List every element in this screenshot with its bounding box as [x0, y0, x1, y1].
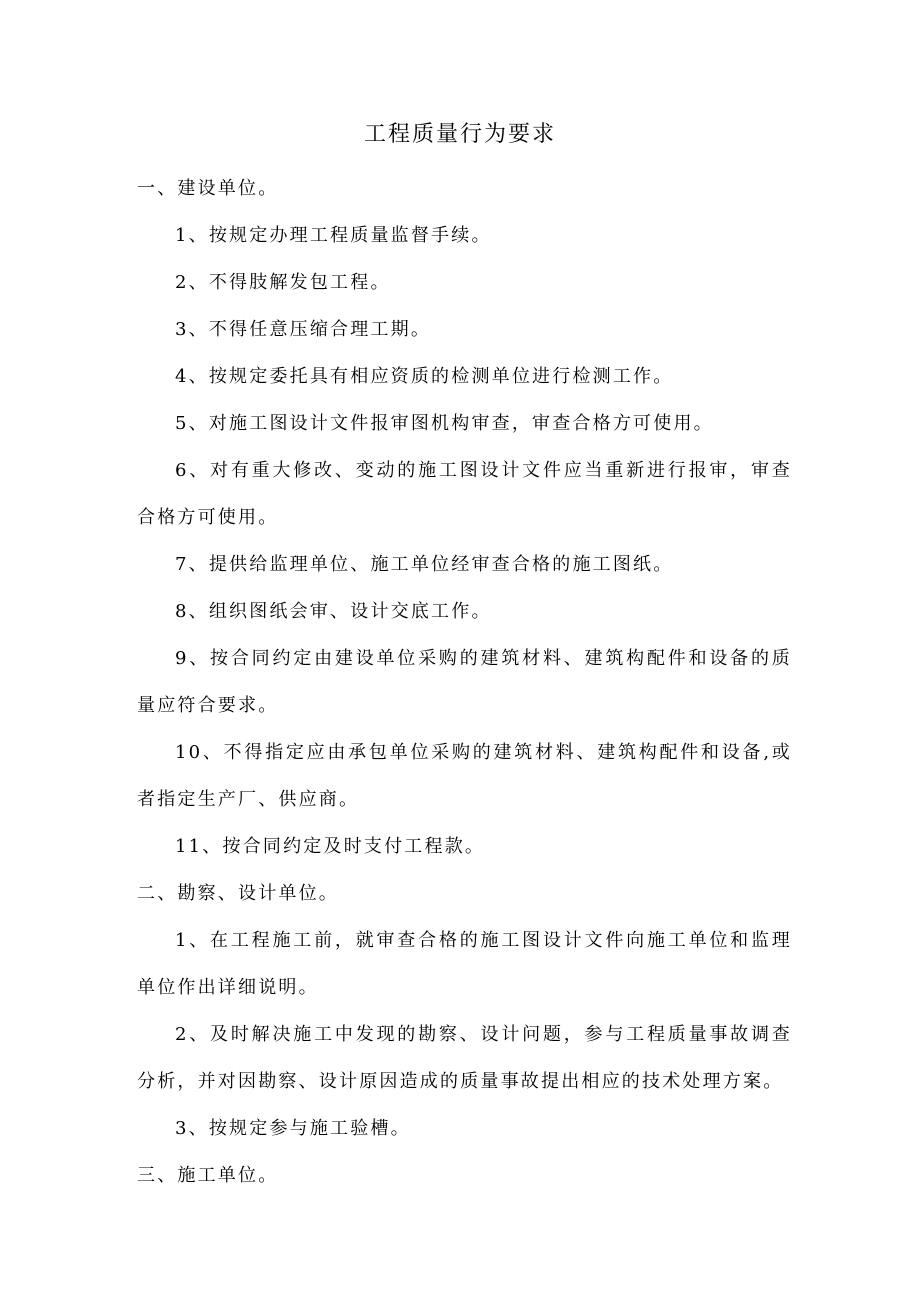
- section-1-item-10: 10、不得指定应由承包单位采购的建筑材料、建筑构配件和设备,或者指定生产厂、供应商。: [137, 742, 792, 810]
- section-heading-construction-unit: 一、建设单位。: [137, 178, 279, 199]
- document-title: 工程质量行为要求: [363, 122, 556, 147]
- document-body: [137, 165, 792, 1199]
- section-heading-construction-contractor: 三、施工单位。: [137, 1165, 279, 1186]
- section-1-item-3: 3、不得任意压缩合理工期。: [175, 319, 432, 340]
- section-1-item-8: 8、组织图纸会审、设计交底工作。: [175, 601, 492, 622]
- section-1-item-9: 9、按合同约定由建设单位采购的建筑材料、建筑构配件和设备的质量应符合要求。: [137, 648, 792, 716]
- section-2-item-1: 1、在工程施工前，就审查合格的施工图设计文件向施工单位和监理单位作出详细说明。: [137, 930, 792, 998]
- section-2-item-3: 3、按规定参与施工验槽。: [175, 1118, 411, 1139]
- section-2-item-2: 2、及时解决施工中发现的勘察、设计问题，参与工程质量事故调查分析，并对因勘察、设计原因造成的质量事故提出相应的技术处理方案。: [137, 1024, 792, 1092]
- section-1-item-11: 11、按合同约定及时支付工程款。: [175, 836, 486, 857]
- section-1-item-2: 2、不得肢解发包工程。: [175, 272, 391, 293]
- section-heading-survey-design-unit: 二、勘察、设计单位。: [137, 883, 339, 904]
- section-1-item-4: 4、按规定委托具有相应资质的检测单位进行检测工作。: [175, 366, 674, 387]
- section-1-item-1: 1、按规定办理工程质量监督手续。: [175, 225, 492, 246]
- section-1-item-6: 6、对有重大修改、变动的施工图设计文件应当重新进行报审，审查合格方可使用。: [137, 460, 792, 528]
- section-1-item-7: 7、提供给监理单位、施工单位经审查合格的施工图纸。: [175, 554, 674, 575]
- section-1-item-5: 5、对施工图设计文件报审图机构审查，审查合格方可使用。: [175, 413, 714, 434]
